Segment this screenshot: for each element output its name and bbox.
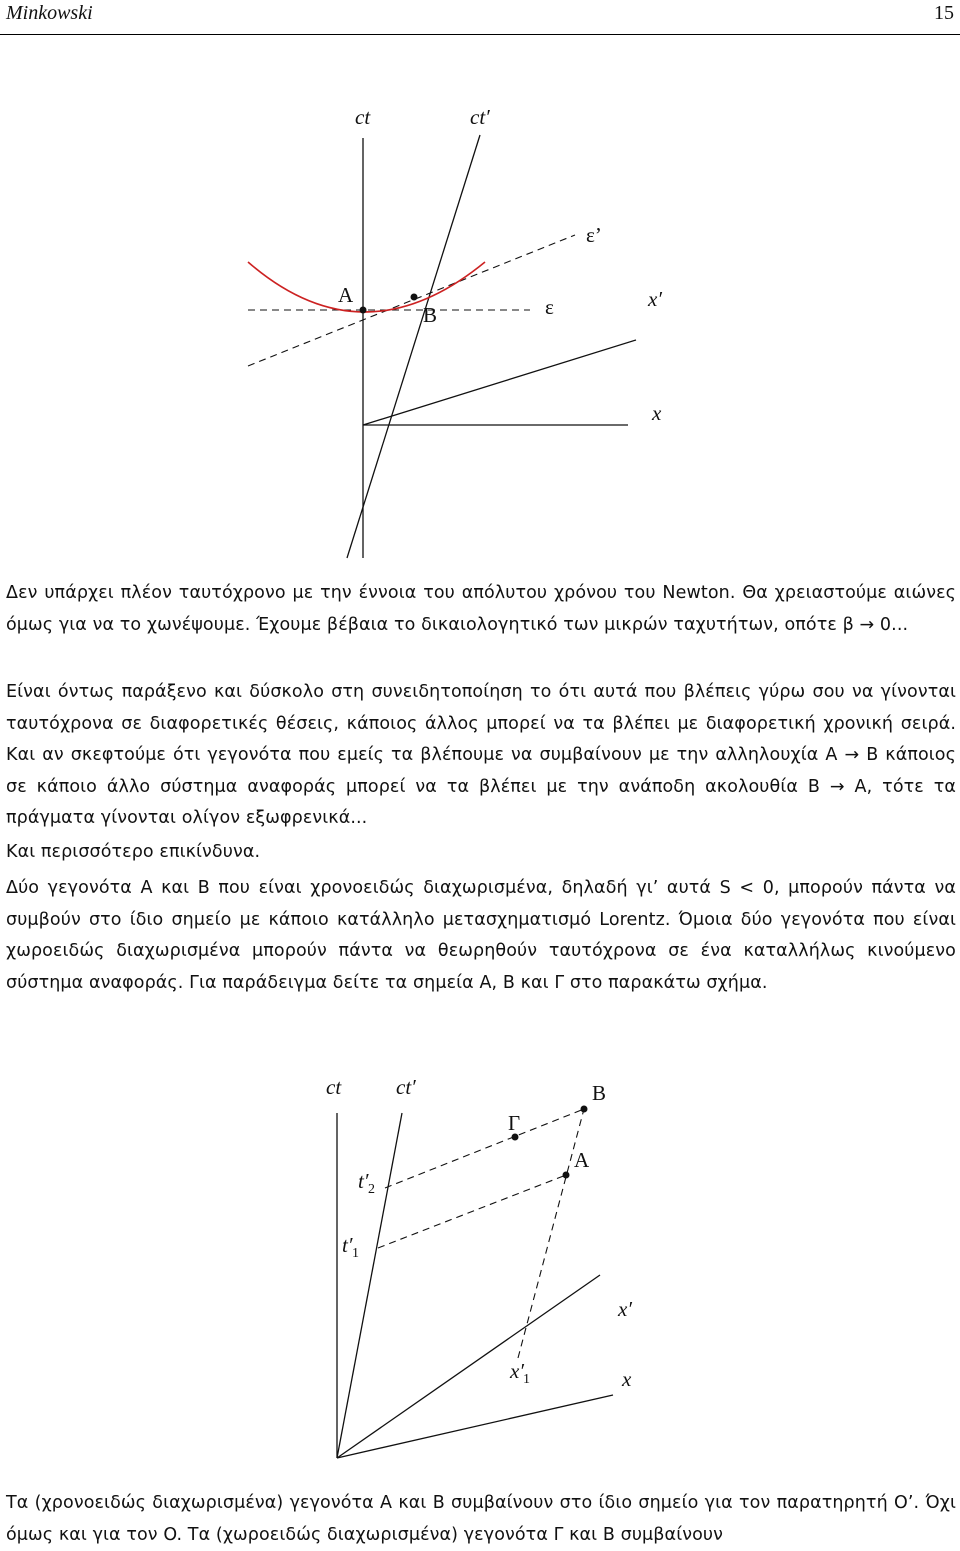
hyperbola-curve — [248, 262, 485, 312]
label-epsilon: ε — [545, 295, 554, 319]
label-t2-sub: 2 — [368, 1182, 375, 1197]
label-x-2: x — [622, 1367, 632, 1391]
page-header — [0, 0, 960, 35]
label-ct: ct — [355, 105, 371, 129]
paragraph-3 — [6, 837, 956, 869]
label-x1-prime: x′ — [510, 1359, 524, 1383]
label-A: A — [338, 283, 354, 307]
paragraph-4-text: Δύο γεγονότα A και B που είναι χρονοειδώς διαχωρισμένα, δηλαδή γι’ αυτά S < 0, μπορούν πάντα να συμβούν στο ίδιο σημείο με κάποιο κατάλληλο μετασχηματισμό Lorentz. Όμοια δύο γεγονότα που είναι χωροειδώς διαχωρισμένα μπορούν πάντα να θεωρηθούν ταυτόχρονα σε ένα καταλλήλως κινούμενο σύστημα αναφοράς. Για παράδειγμα δείτε τα σημεία A, B και Γ στο παρακάτω σχήμα. — [6, 878, 956, 993]
paragraph-5-text: Τα (χρονοειδώς διαχωρισμένα) γεγονότα A και B συμβαίνουν στο ίδιο σημείο για τον παρατηρητή O’. Όχι όμως και για τον O. Τα (χωροειδώς διαχωρισμένα) γεγονότα Γ και B συμβαίνουν — [6, 1493, 956, 1545]
x-prime-axis — [363, 340, 636, 425]
figure-2-spacetime-diagram — [0, 1060, 960, 1480]
label-B-2: B — [592, 1081, 607, 1105]
label-t1-sub: 1 — [352, 1246, 359, 1261]
label-ct-prime: ct′ — [470, 105, 490, 129]
label-ct-2: ct — [326, 1075, 342, 1099]
event-B-point-2 — [581, 1106, 588, 1113]
label-Gamma: Γ — [508, 1111, 521, 1135]
label-x-prime: x′ — [648, 287, 662, 311]
figure-1-spacetime-diagram — [0, 80, 960, 560]
label-t1-prime: t′ — [342, 1233, 353, 1257]
label-epsilon-prime: ε’ — [586, 223, 602, 247]
paragraph-2-text: Είναι όντως παράξενο και δύσκολο στη συνειδητοποίηση το ότι αυτά που βλέπεις γύρω σου να γίνονται ταυτόχρονα σε διαφορετικές θέσεις, κάποιος άλλος μπορεί να τα βλέπει με διαφορετική χρονική σειρά. Και αν σκεφτούμε ότι γεγονότα που εμείς τα βλέπουμε να συμβαίνουν με την αλληλουχία A → B κάποιος σε κάποιο άλλο σύστημα αναφοράς μπορεί να τα βλέπει με την ανάποδη ακολουθία B → A, τότε τα πράγματα γίνονται ολίγον εξωφρενικά... — [6, 682, 956, 828]
label-A-2: A — [574, 1148, 590, 1172]
paragraph-5 — [6, 1488, 956, 1551]
paragraph-3-text: Και περισσότερο επικίνδυνα. — [6, 842, 261, 862]
ct-prime-axis — [347, 135, 480, 558]
label-ct-prime-2: ct′ — [396, 1075, 416, 1099]
paragraph-2 — [6, 677, 956, 835]
label-B: B — [423, 303, 438, 327]
paragraph-1-text: Δεν υπάρχει πλέον ταυτόχρονο με την έννοια του απόλυτου χρόνου του Newton. Θα χρειαστούμε αιώνες όμως για να το χωνέψουμε. Έχουμε βέβαια το δικαιολογητικό των μικρών ταχυτήτων, οπότε β → 0... — [6, 583, 956, 635]
t2-prime-line — [385, 1109, 584, 1188]
event-B-point — [411, 294, 418, 301]
label-x: x — [652, 401, 662, 425]
event-A-point-2 — [563, 1172, 570, 1179]
x-axis-2 — [337, 1395, 613, 1458]
label-x-prime-2: x′ — [618, 1297, 632, 1321]
ct-prime-axis-2 — [337, 1113, 402, 1458]
x1-prime-line — [518, 1109, 584, 1358]
paragraph-1 — [6, 578, 956, 641]
label-t2-prime: t′ — [358, 1169, 369, 1193]
running-title: Minkowski — [6, 2, 93, 24]
label-x1-sub: 1 — [523, 1372, 530, 1387]
page-number: 15 — [934, 2, 954, 24]
epsilon-prime-line — [248, 235, 575, 366]
x-prime-axis-2 — [337, 1275, 600, 1458]
event-A-point — [360, 307, 367, 314]
t1-prime-line — [378, 1175, 566, 1248]
paragraph-4 — [6, 873, 956, 999]
